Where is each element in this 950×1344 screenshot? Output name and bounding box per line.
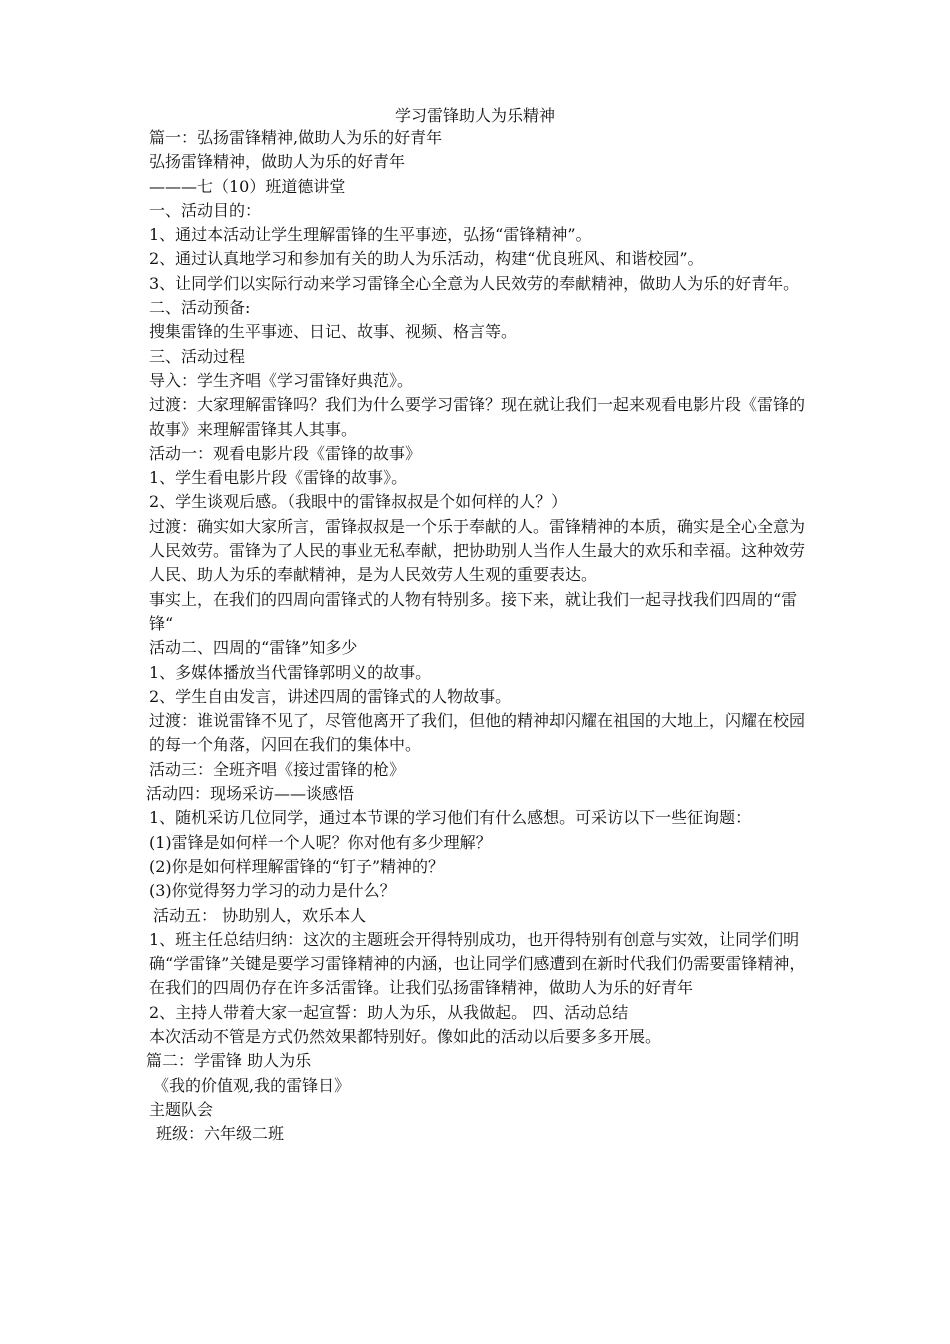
paragraph: 活动二、四周的“雷锋”知多少: [149, 638, 358, 658]
paragraph: 1、随机采访几位同学，通过本节课的学习他们有什么感想。可采访以下一些征询题：: [149, 808, 752, 828]
paragraph: 活动一：观看电影片段《雷锋的故事》: [149, 443, 422, 463]
document-title: 学习雷锋助人为乐精神: [394, 106, 555, 125]
paragraph: (2)你是如何样理解雷锋的“钉子”精神的？: [149, 856, 445, 876]
paragraph: 搜集雷锋的生平事迹、日记、故事、视频、格言等。: [149, 322, 518, 342]
paragraph: 篇一：弘扬雷锋精神,做助人为乐的好青年: [149, 128, 443, 147]
paragraph: 活动五： 协助别人，欢乐本人: [153, 905, 367, 925]
paragraph: 3、让同学们以实际行动来学习雷锋全心全意为人民效劳的奉献精神，做助人为乐的好青年。: [149, 273, 800, 293]
paragraph: 2、学生自由发言，讲述四周的雷锋式的人物故事。: [149, 686, 512, 706]
paragraph: ———七（10）班道德讲堂: [149, 176, 346, 196]
paragraph: 篇二：学雷锋 助人为乐: [146, 1051, 312, 1071]
paragraph: 过渡：确实如大家所言，雷锋叔叔是一个乐于奉献的人。雷锋精神的本质，确实是全心全意为人民效劳。雷锋为了人民的事业无私奉献，把协助别人当作人生最大的欢乐和幸福。这种效劳人民、助人为乐的奉献精神，是为人民效劳人生观的重要表达。: [149, 516, 806, 585]
paragraph: 三、活动过程: [149, 346, 246, 366]
paragraph: 2、学生谈观后感。（我眼中的雷锋叔叔是个如何样的人？）: [149, 492, 568, 512]
paragraph: 导入：学生齐唱《学习雷锋好典范》。: [149, 370, 414, 390]
paragraph: (3)你觉得努力学习的动力是什么？: [149, 881, 396, 901]
paragraph: 1、多媒体播放当代雷锋郭明义的故事。: [149, 662, 432, 682]
paragraph: 一、活动目的：: [149, 200, 262, 220]
paragraph: 1、通过本活动让学生理解雷锋的生平事迹，弘扬“雷锋精神”。: [149, 225, 592, 245]
document-body: [146, 126, 814, 1146]
paragraph: 1、学生看电影片段《雷锋的故事》。: [149, 468, 408, 488]
paragraph: 班级：六年级二班: [156, 1124, 285, 1144]
paragraph: (1)雷锋是如何样一个人呢？你对他有多少理解？: [149, 832, 492, 852]
paragraph: 事实上，在我们的四周向雷锋式的人物有特别多。接下来，就让我们一起寻找我们四周的“雷锋“: [149, 589, 798, 633]
paragraph: 主题队会: [149, 1099, 214, 1119]
paragraph: 本次活动不管是方式仍然效果都特别好。像如此的活动以后要多多开展。: [149, 1026, 662, 1046]
paragraph: 二、活动预备:: [149, 298, 251, 318]
paragraph: 活动三：全班齐唱《接过雷锋的枪》: [149, 759, 406, 779]
paragraph: 《我的价值观,我的雷锋日》: [153, 1075, 351, 1095]
paragraph: 活动四：现场采访——谈感悟: [146, 784, 355, 804]
paragraph: 1、班主任总结归纳：这次的主题班会开得特别成功，也开得特别有创意与实效，让同学们明确“学雷锋”关键是要学习雷锋精神的内涵，也让同学们感遭到在新时代我们仍需要雷锋精神，在我们的四周仍存在许多活雷锋。让我们弘扬雷锋精神，做助人为乐的好青年: [149, 929, 806, 998]
paragraph: 2、主持人带着大家一起宣誓：助人为乐，从我做起。 四、活动总结: [149, 1002, 629, 1022]
paragraph: 2、通过认真地学习和参加有关的助人为乐活动，构建“优良班风、和谐校园”。: [149, 249, 704, 269]
paragraph: 过渡：谁说雷锋不见了，尽管他离开了我们，但他的精神却闪耀在祖国的大地上，闪耀在校园的每一个角落，闪回在我们的集体中。: [149, 711, 806, 755]
paragraph: 过渡：大家理解雷锋吗？我们为什么要学习雷锋？现在就让我们一起来观看电影片段《雷锋的故事》来理解雷锋其人其事。: [149, 395, 806, 439]
paragraph: 弘扬雷锋精神，做助人为乐的好青年: [149, 152, 406, 172]
